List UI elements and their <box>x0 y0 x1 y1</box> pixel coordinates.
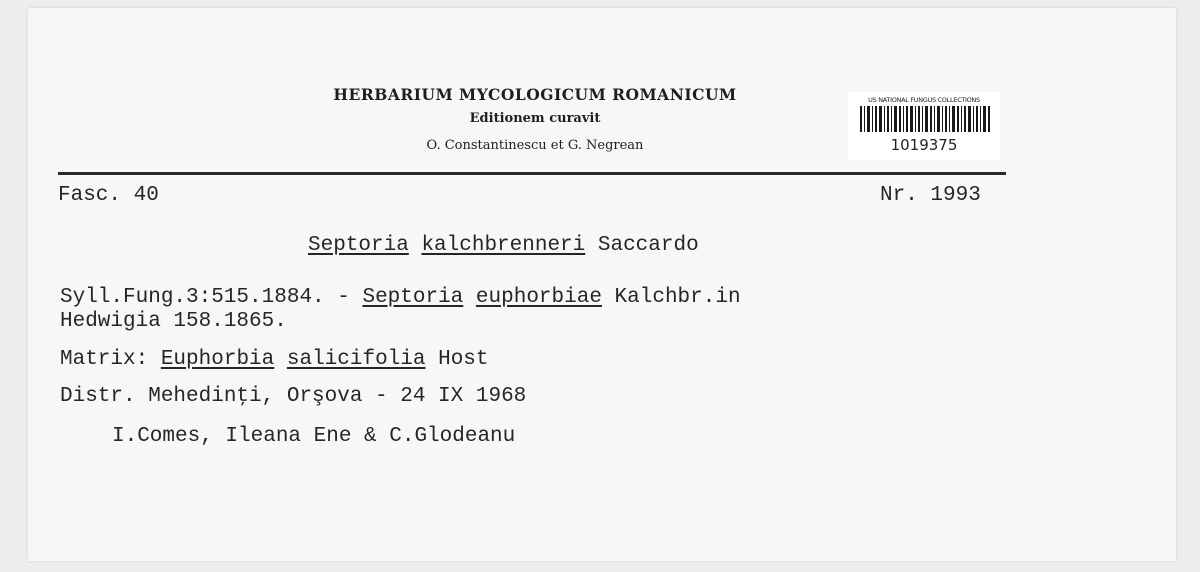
species-genus: Septoria <box>308 234 409 257</box>
barcode-caption: US NATIONAL FUNGUS COLLECTIONS <box>868 96 980 104</box>
collectors: I.Comes, Ileana Ene & C.Glodeanu <box>112 425 516 448</box>
matrix-author: Host <box>438 348 489 371</box>
species-epithet: kalchbrenneri <box>421 234 586 257</box>
synonym-author: Kalchbr.in <box>614 286 741 309</box>
species-author: Saccardo <box>597 234 699 257</box>
synonym-line <box>60 286 741 309</box>
header-divider <box>58 172 1006 175</box>
herbarium-title: HERBARIUM MYCOLOGICUM ROMANICUM <box>333 85 737 104</box>
fascicle-number: Fasc. 40 <box>58 184 159 207</box>
matrix-genus: Euphorbia <box>160 348 275 371</box>
synonym-citation: Syll.Fung.3:515.1884. - <box>60 286 350 309</box>
barcode-sticker <box>848 92 1000 160</box>
species-name <box>308 234 699 257</box>
synonym-epithet: euphorbiae <box>475 286 602 309</box>
editor-heading: Editionem curavit <box>469 111 601 126</box>
distribution: Distr. Mehedinţi, Orşova - 24 IX 1968 <box>60 385 527 408</box>
barcode-icon <box>860 106 990 132</box>
barcode-number: 1019375 <box>890 136 958 154</box>
synonym-genus: Septoria <box>362 286 464 309</box>
synonym-publication: Hedwigia 158.1865. <box>60 310 287 333</box>
matrix-line <box>60 348 489 371</box>
specimen-number: Nr. 1993 <box>880 184 981 207</box>
matrix-label: Matrix: <box>60 348 149 371</box>
matrix-epithet: salicifolia <box>286 348 426 371</box>
editors: O. Constantinescu et G. Negrean <box>426 138 644 153</box>
